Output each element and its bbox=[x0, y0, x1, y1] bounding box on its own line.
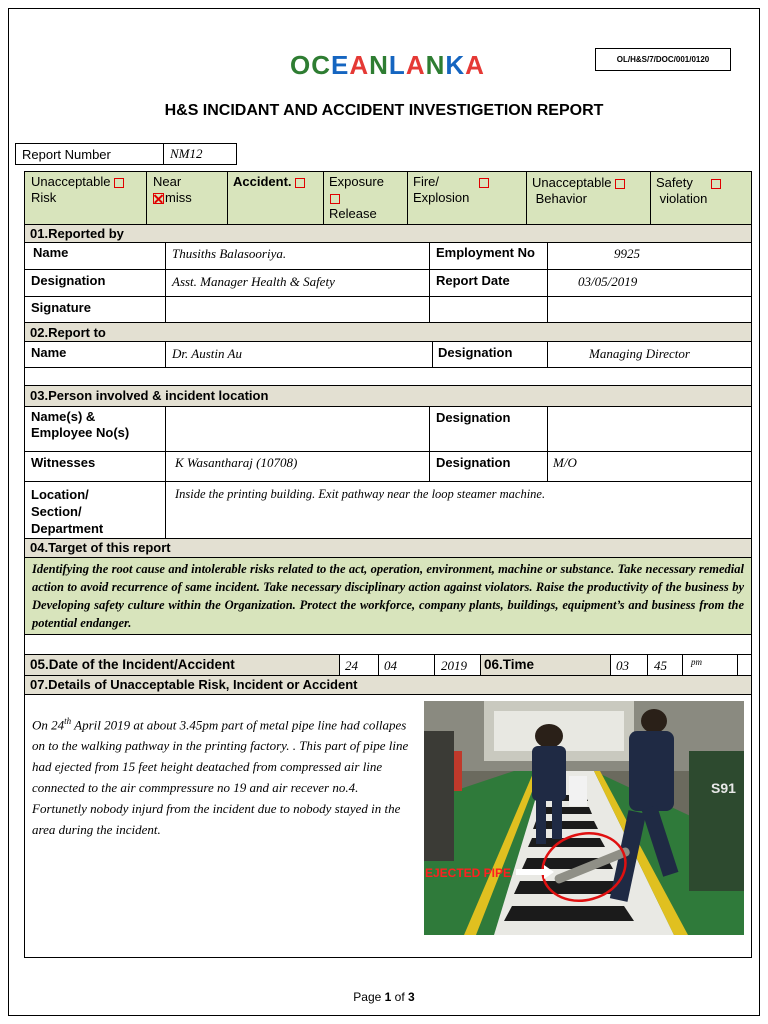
brand-letter: C bbox=[311, 50, 332, 80]
reported-by-name-label: Name bbox=[33, 245, 69, 260]
employment-no-value: 9925 bbox=[614, 246, 640, 261]
section-07-heading: 07.Details of Unacceptable Risk, Incident or Accident bbox=[30, 677, 358, 692]
report-date-label: Report Date bbox=[436, 273, 510, 288]
brand-letter: A bbox=[405, 50, 426, 80]
witnesses-value: K Wasantharaj (10708) bbox=[175, 455, 298, 470]
category-unacceptable-behavior: Unacceptable Behavior bbox=[532, 175, 650, 207]
report-to-designation-value: Managing Director bbox=[589, 346, 690, 361]
witness-designation-value: M/O bbox=[553, 455, 577, 470]
report-title: H&S INCIDANT AND ACCIDENT INVESTIGETION REPORT bbox=[164, 102, 604, 119]
incident-photo bbox=[424, 701, 744, 935]
category-unacceptable-risk: Unacceptable Risk bbox=[31, 174, 146, 206]
section-02-heading: 02.Report to bbox=[30, 325, 106, 340]
brand-letter: K bbox=[445, 50, 466, 80]
checkbox-icon[interactable] bbox=[615, 179, 625, 189]
brand-letter: N bbox=[425, 50, 446, 80]
brand-letter: E bbox=[331, 50, 350, 80]
incident-ampm: pm bbox=[691, 657, 702, 667]
category-exposure: Exposure Release bbox=[329, 174, 384, 221]
report-number-value: NM12 bbox=[164, 144, 237, 165]
incident-minute: 45 bbox=[654, 658, 667, 673]
section-01-header bbox=[25, 225, 751, 242]
brand-letter: N bbox=[369, 50, 389, 80]
witness-designation-label: Designation bbox=[436, 455, 511, 470]
designation-value: Asst. Manager Health & Safety bbox=[172, 274, 335, 289]
photo-ejected-pipe-label: EJECTED PIPE bbox=[425, 866, 512, 880]
section-04-heading: 04.Target of this report bbox=[30, 540, 171, 555]
category-fire: Fire/ Explosion bbox=[413, 174, 523, 206]
location-value: Inside the printing building. Exit pathway near the loop steamer machine. bbox=[175, 487, 546, 501]
section-06-heading: 06.Time bbox=[484, 657, 535, 672]
incident-hour: 03 bbox=[616, 658, 629, 673]
signature-label: Signature bbox=[31, 300, 91, 315]
report-to-designation-label: Designation bbox=[438, 345, 513, 360]
photo-sign-label: S91 bbox=[711, 780, 736, 796]
designation-label: Designation bbox=[31, 273, 106, 288]
incident-month: 04 bbox=[384, 658, 397, 673]
category-near-miss: Near miss bbox=[153, 174, 192, 205]
checkbox-icon[interactable] bbox=[711, 179, 721, 189]
report-number-table bbox=[15, 143, 237, 165]
incident-details-text: On 24th April 2019 at about 3.45pm part of metal pipe line had collapes on to the walking pathway in the printing factory. . This part of pipe line had ejected from 15 feet height deatached from compressed air line connected to the air commpressure no 19 and air recever no.4. Fortunetly nobody injurd from the incident due to nobody stayed in the area during the incident. bbox=[32, 716, 409, 838]
checkbox-icon[interactable] bbox=[479, 178, 489, 188]
company-logo bbox=[290, 50, 485, 81]
employment-no-label: Employment No bbox=[436, 245, 535, 260]
names-label: Name(s) & Employee No(s) bbox=[31, 409, 130, 440]
person-designation-label: Designation bbox=[436, 410, 511, 425]
signature-field[interactable] bbox=[166, 297, 428, 321]
checkbox-icon[interactable] bbox=[114, 178, 124, 188]
section-05-heading: 05.Date of the Incident/Accident bbox=[30, 657, 235, 672]
target-text: Identifying the root cause and intolerable risks related to the act, operation, environment, machine or substance. Take necessary remedial action to avoid recurrence of same incident. Take necessary disciplinary action against violators. Raise the productivity of the business by Developing safety culture within the Organization. Protect the workforce, company plants, buildings, equipment’s and business from the potential endanger. bbox=[32, 562, 744, 630]
document-code: OL/H&S/7/DOC/001/0120 bbox=[595, 48, 731, 71]
section-03-heading: 03.Person involved & incident location bbox=[30, 388, 269, 403]
location-label: Location/ Section/ Department bbox=[31, 487, 104, 536]
report-to-name-value: Dr. Austin Au bbox=[172, 346, 242, 361]
report-to-name-label: Name bbox=[31, 345, 67, 360]
section-01-heading: 01.Reported by bbox=[30, 226, 124, 241]
checkbox-icon[interactable] bbox=[295, 178, 305, 188]
section-02-header bbox=[25, 323, 751, 341]
brand-letter: A bbox=[465, 50, 485, 80]
checkbox-icon[interactable] bbox=[330, 194, 340, 204]
page-footer: Page 1 of 3 bbox=[353, 990, 415, 1004]
incident-year: 2019 bbox=[441, 658, 467, 673]
witnesses-label: Witnesses bbox=[31, 455, 96, 470]
category-accident: Accident. bbox=[233, 174, 323, 190]
brand-letter: O bbox=[290, 50, 312, 80]
category-safety-violation: Safety violation bbox=[656, 175, 751, 207]
reported-by-name-value: Thusiths Balasooriya. bbox=[172, 246, 287, 261]
incident-day: 24 bbox=[345, 658, 358, 673]
brand-letter: A bbox=[349, 50, 370, 80]
checked-checkbox-icon[interactable] bbox=[153, 193, 164, 204]
brand-letter: L bbox=[388, 50, 406, 80]
report-number-label: Report Number bbox=[16, 144, 164, 165]
report-date-value: 03/05/2019 bbox=[578, 274, 638, 289]
